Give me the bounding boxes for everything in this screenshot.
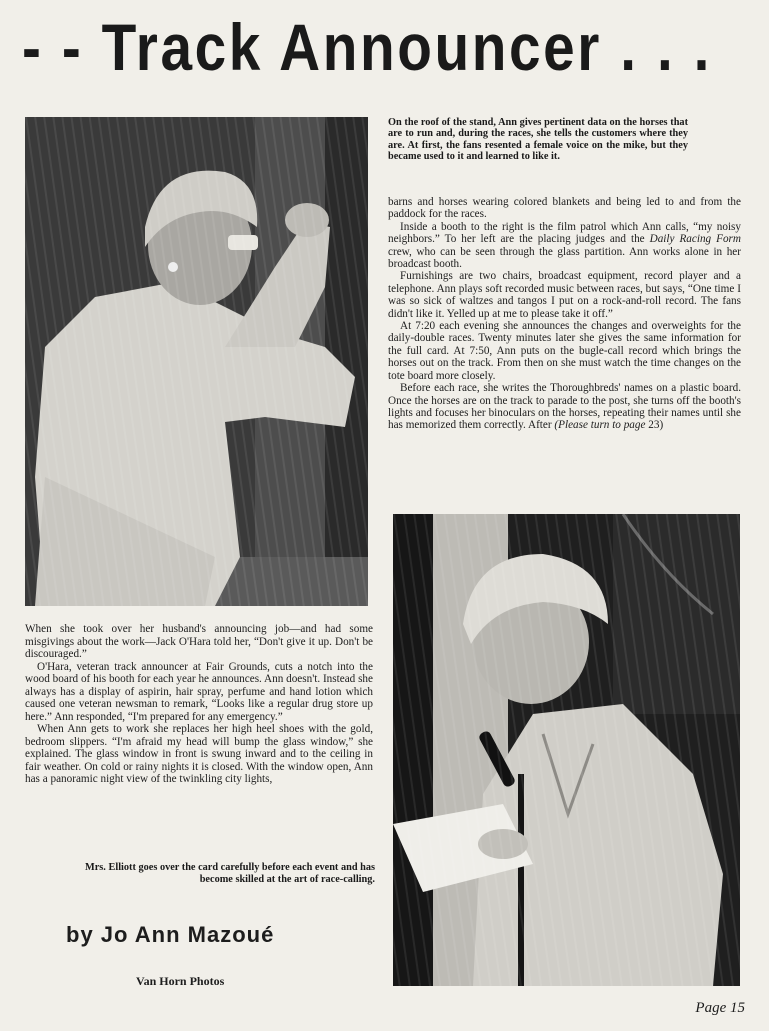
text-run: Inside a booth to the right is the film patrol which Ann calls, “my noisy neighbors.” To her left are the placing judges and the xyxy=(388,220,741,246)
paragraph xyxy=(388,382,741,432)
photo-announcer-microphone xyxy=(393,514,740,986)
text-run-italic: (Please turn to page xyxy=(554,419,646,432)
paragraph: O'Hara, veteran track announcer at Fair Grounds, cuts a notch into the wood board of his booth for each year he announces. Ann doesn't. Instead she always has a display of aspirin, hair spray, perfume and hand lotion which caused one veteran newsman to remark, “Looks like a regular drug store up here.” Ann responded, “I'm prepared for any emergency.” xyxy=(25,660,373,723)
paragraph xyxy=(388,221,741,271)
left-column xyxy=(25,623,373,786)
right-column xyxy=(388,196,741,432)
paragraph: At 7:20 each evening she announces the changes and overweights for the daily-double races. Twenty minutes later she gives the same information for the full card. At 7:50, Ann puts on the bugle-call record which brings the horses out on the track. From then on she must watch the time changes on the tote board more closely. xyxy=(388,320,741,382)
page-number: Page 15 xyxy=(695,1000,745,1016)
paragraph: barns and horses wearing colored blankets and being led to and from the paddock for the races. xyxy=(388,196,741,221)
text-run-italic: Daily Racing Form xyxy=(649,233,741,246)
photo-announcer-binoculars xyxy=(25,117,368,606)
photo-credit: Van Horn Photos xyxy=(136,974,225,988)
byline: by Jo Ann Mazoué xyxy=(66,922,275,947)
text-run: 23) xyxy=(645,419,664,432)
bottom-caption: Mrs. Elliott goes over the card carefully before each event and has become skilled at the art of race-calling. xyxy=(85,862,375,885)
text-run: Before each race, she writes the Thoroughbreds' names on a plastic board. Once the horses are on the track to parade to the post, she turns off the booth's lights and focuses her binoculars on the horses, repeating their names until she has memorized them correctly. After xyxy=(388,382,741,432)
paragraph: When Ann gets to work she replaces her high heel shoes with the gold, bedroom slippers. “I'm afraid my head will bump the glass window,” she explained. The glass window in front is swung inward and to the ceiling in fair weather. On cold or rainy nights it is closed. With the window open, Ann has a panoramic night view of the twinkling city lights, xyxy=(25,723,373,785)
text-run: crew, who can be seen through the glass partition. Ann works alone in her broadcast booth. xyxy=(388,245,741,271)
headline: - - Track Announcer . . . xyxy=(22,10,713,84)
top-caption: On the roof of the stand, Ann gives pertinent data on the horses that are to run and, during the races, she tells the customers where they are. At first, the fans resented a female voice on the mike, but they became used to it and learned to like it. xyxy=(388,117,688,162)
paragraph: When she took over her husband's announcing job—and had some misgivings about the work—Jack O'Hara told her, “Don't give it up. Don't be discouraged.” xyxy=(25,623,373,660)
paragraph: Furnishings are two chairs, broadcast equipment, record player and a telephone. Ann plays soft recorded music between races, but says, “One time I was so sick of waltzes and tangos I put on a rock-and-roll record. The fans didn't like it. Yelled up at me to please take it off.” xyxy=(388,270,741,320)
